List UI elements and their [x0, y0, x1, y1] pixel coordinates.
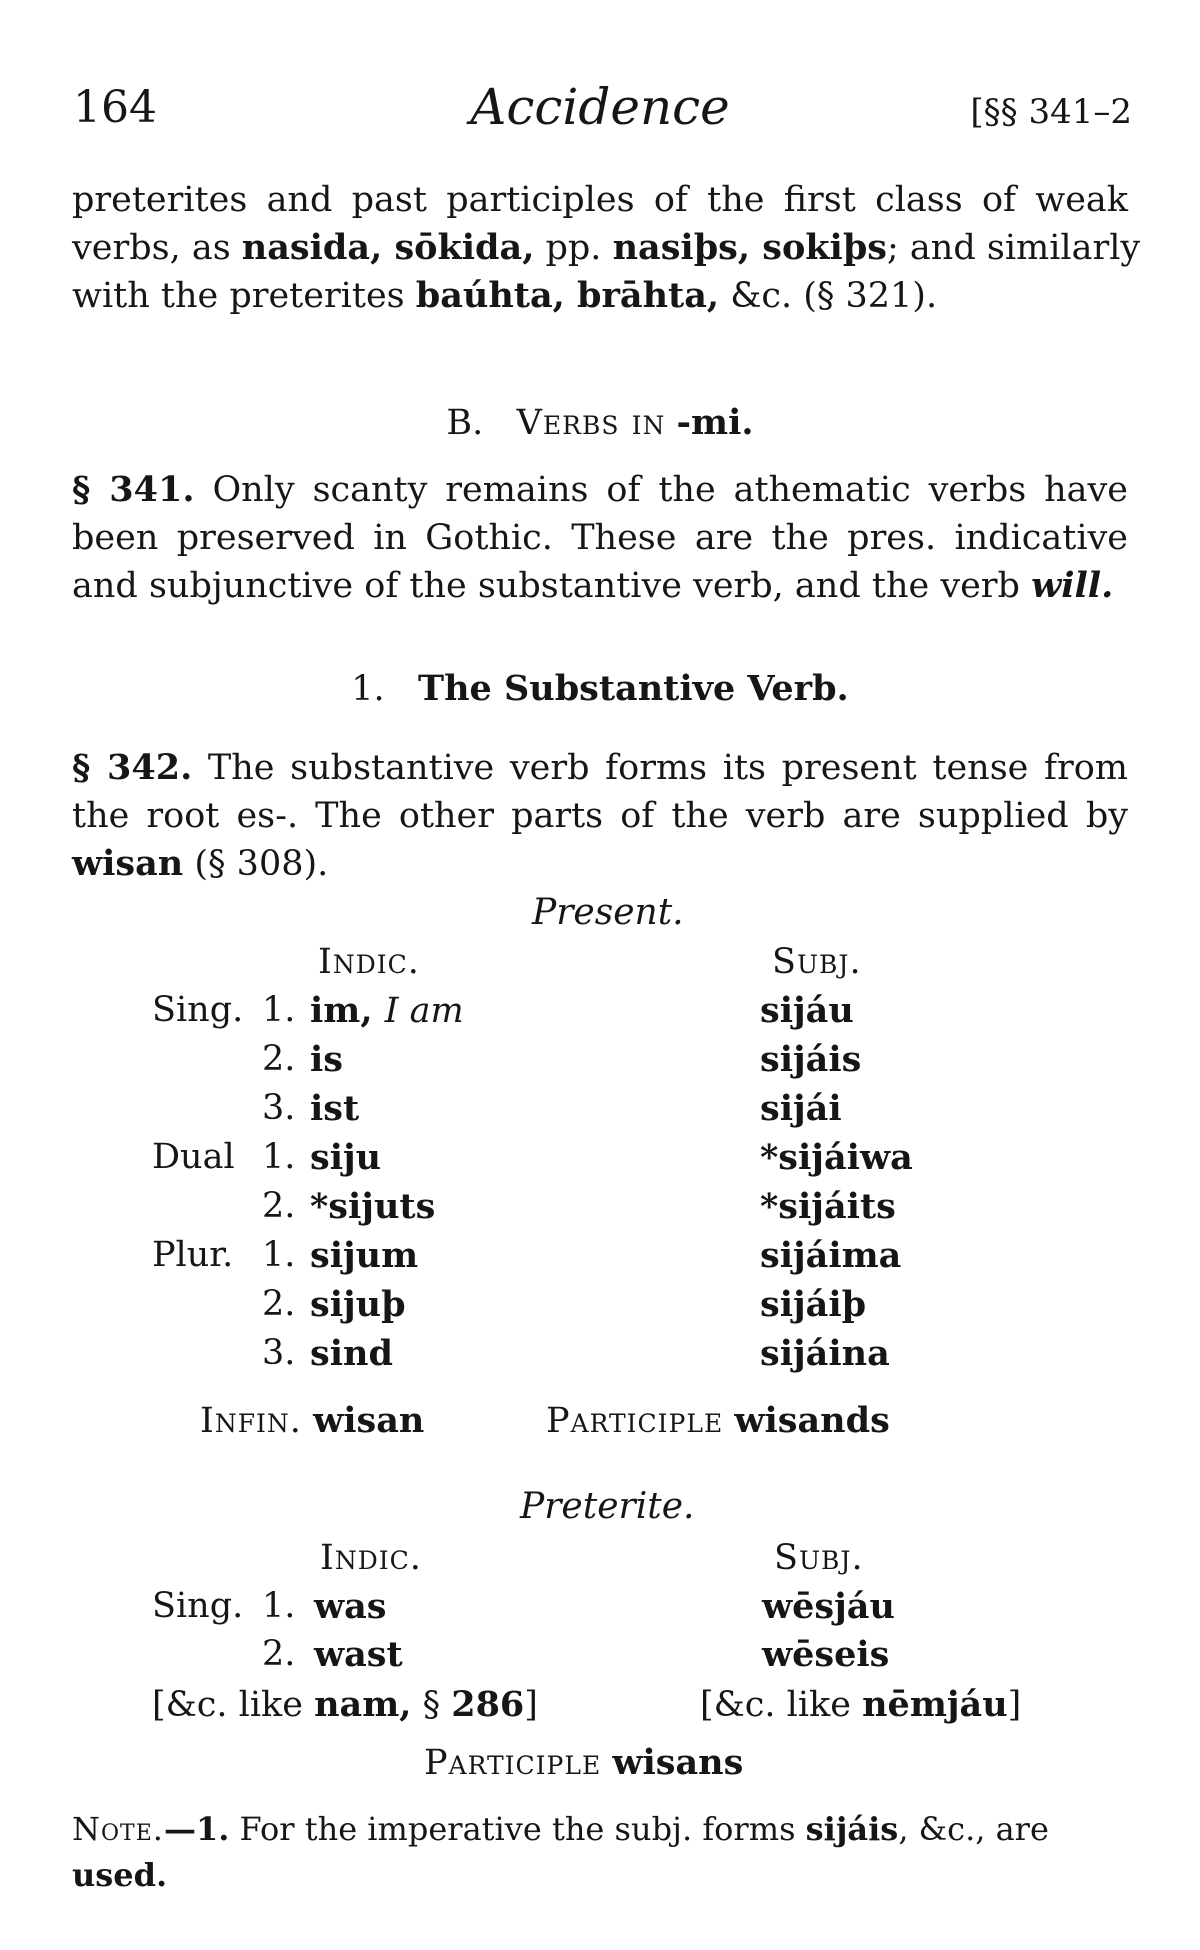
text-line: § 341. Only scanty remains of the athematic verbs have: [72, 469, 1129, 510]
indicative-form: was: [314, 1586, 387, 1627]
present-participle-line: Participle wisands: [546, 1400, 890, 1441]
person-number: 1.: [262, 1235, 296, 1275]
section-reference: [§§ 341–2: [970, 92, 1132, 132]
number-group-label: Sing.: [152, 1586, 244, 1626]
subjunctive-form: sijáiþ: [760, 1284, 867, 1325]
person-number: 1.: [262, 1586, 296, 1626]
note-line: used.: [72, 1856, 168, 1894]
person-number: 2.: [262, 1039, 296, 1079]
note: [72, 1806, 1128, 1898]
number-group-label: Sing.: [152, 990, 244, 1030]
preterite-title: Preterite.: [520, 1486, 695, 1527]
person-number: 3.: [262, 1088, 296, 1128]
text-line: with the preterites baúhta, brāhta, &c. (§ 321).: [72, 275, 938, 316]
page-number: 164: [73, 82, 157, 133]
indicative-form: *sijuts: [310, 1186, 436, 1227]
indicative-form: sind: [310, 1333, 393, 1374]
subheading-substantive-verb: 1. The Substantive Verb.: [351, 668, 849, 709]
person-number: 2.: [262, 1634, 296, 1674]
subjunctive-form: wēsjáu: [762, 1586, 895, 1627]
text-line: wisan (§ 308).: [72, 843, 329, 884]
subjunctive-form: sijái: [760, 1088, 842, 1129]
section-number: § 341.: [72, 469, 195, 510]
running-title: Accidence: [470, 78, 730, 136]
indicative-form: sijum: [310, 1235, 419, 1276]
present-subj-heading: Subj.: [772, 942, 862, 982]
subjunctive-form: sijáima: [760, 1235, 902, 1276]
preterite-indic-heading: Indic.: [320, 1538, 422, 1578]
text-line: preterites and past participles of the first class of weak: [72, 180, 1128, 220]
text-line: verbs, as nasida, sōkida, pp. nasiþs, sokiþs; and similarly: [72, 227, 1141, 268]
gloss: I am: [384, 991, 464, 1031]
section-heading-b: B. Verbs in -mi.: [446, 402, 754, 443]
indicative-form: is: [310, 1039, 344, 1080]
paragraph-341: [72, 466, 1128, 610]
text-line: the root es-. The other parts of the verb are supplied by: [72, 796, 1128, 836]
subjunctive-form: wēseis: [762, 1634, 890, 1675]
text-line: been preserved in Gothic. These are the pres. indicative: [72, 518, 1128, 558]
paragraph-342: [72, 744, 1128, 888]
indicative-form: im, I am: [310, 990, 464, 1031]
indicative-form: siju: [310, 1137, 382, 1178]
subjunctive-form: sijáina: [760, 1333, 890, 1374]
subjunctive-form: *sijáits: [760, 1186, 896, 1227]
person-number: 2.: [262, 1186, 296, 1226]
person-number: 1.: [262, 1137, 296, 1177]
text-line: and subjunctive of the substantive verb, and the verb will.: [72, 565, 1114, 606]
person-number: 1.: [262, 990, 296, 1030]
preterite-participle-line: Participle wisans: [424, 1742, 744, 1783]
present-title: Present.: [532, 892, 684, 933]
preterite-subj-heading: Subj.: [774, 1538, 864, 1578]
preterite-indic-like: [&c. like nam, § 286]: [152, 1684, 538, 1725]
indicative-form: ist: [310, 1088, 360, 1129]
text-line: § 342. The substantive verb forms its present tense from: [72, 747, 1128, 788]
person-number: 3.: [262, 1333, 296, 1373]
preterite-subj-like: [&c. like nēmjáu]: [700, 1684, 1022, 1725]
intro-paragraph: [72, 176, 1141, 320]
infinitive-line: Infin. wisan: [200, 1400, 425, 1441]
number-group-label: Plur.: [152, 1235, 234, 1275]
person-number: 2.: [262, 1284, 296, 1324]
subjunctive-form: sijáis: [760, 1039, 862, 1080]
indicative-form: wast: [314, 1634, 403, 1675]
number-group-label: Dual: [152, 1137, 235, 1177]
present-indic-heading: Indic.: [318, 942, 420, 982]
section-number: § 342.: [72, 747, 193, 788]
subjunctive-form: *sijáiwa: [760, 1137, 913, 1178]
subjunctive-form: sijáu: [760, 990, 854, 1031]
indicative-form: sijuþ: [310, 1284, 406, 1325]
note-line: Note.—1. For the imperative the subj. forms sijáis, &c., are: [72, 1810, 1049, 1848]
